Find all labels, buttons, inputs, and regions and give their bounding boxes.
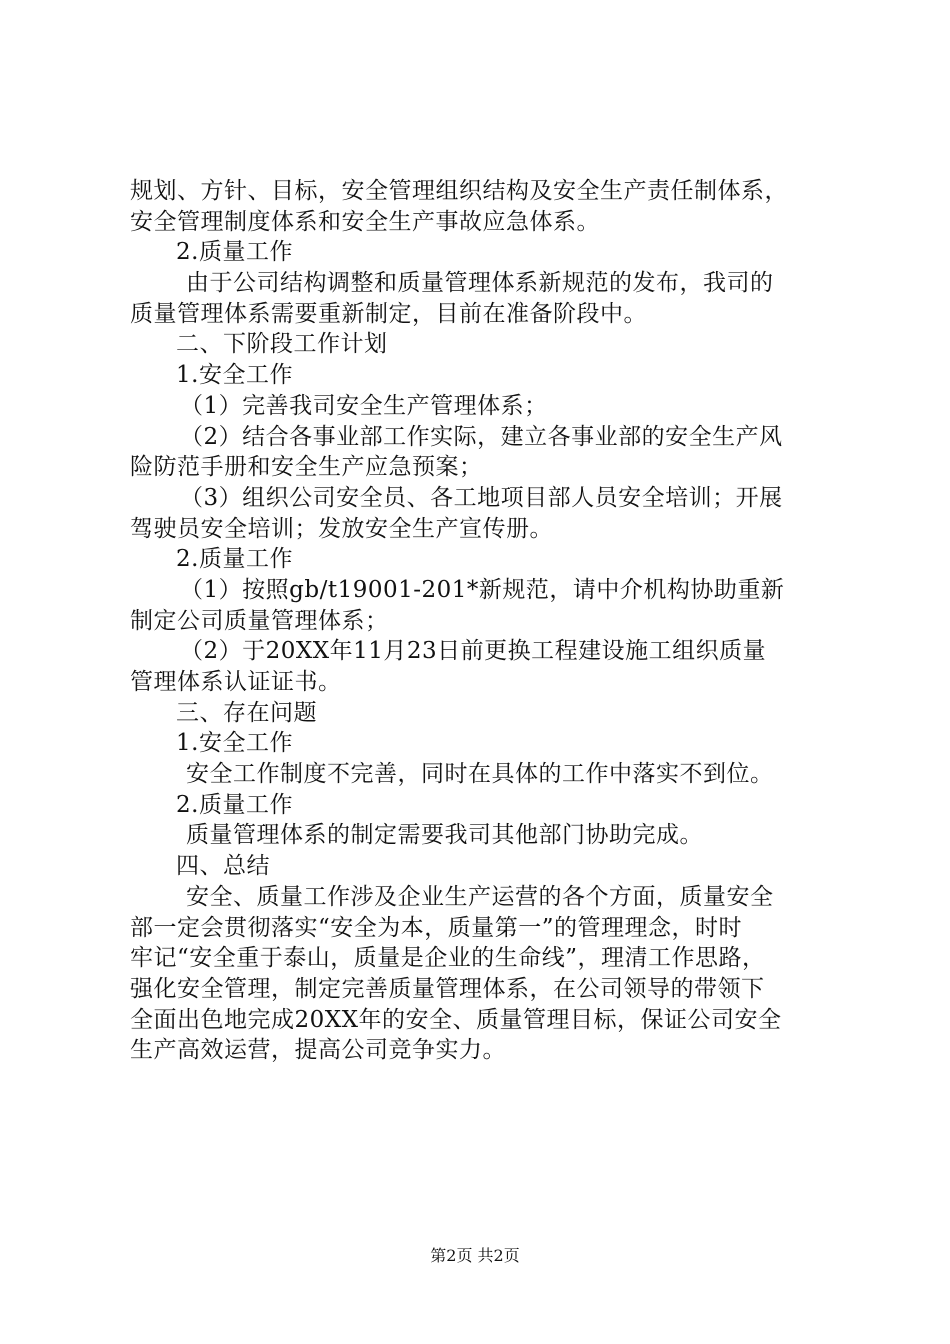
heading-next-plan: 二、下阶段工作计划 bbox=[176, 331, 388, 358]
heading-existing-problems: 三、存在问题 bbox=[176, 699, 317, 726]
document-body bbox=[130, 176, 830, 1066]
list-item-q1-cont: 制定公司质量管理体系； bbox=[130, 607, 389, 634]
list-item-2: （2）结合各事业部工作实际，建立各事业部的安全生产风 bbox=[180, 423, 783, 450]
subheading-quality-work: 2.质量工作 bbox=[176, 239, 293, 266]
summary-line-3: 牢记“安全重于泰山，质量是企业的生命线”，理清工作思路， bbox=[130, 945, 766, 972]
page-footer: 第2页 共2页 bbox=[430, 1246, 520, 1265]
list-item-1: （1）完善我司安全生产管理体系； bbox=[180, 392, 548, 419]
subheading-quality-work-3: 2.质量工作 bbox=[176, 791, 293, 818]
summary-line-1: 安全、质量工作涉及企业生产运营的各个方面，质量安全 bbox=[186, 883, 774, 910]
body-line-5: 质量管理体系需要重新制定，目前在准备阶段中。 bbox=[130, 300, 647, 327]
subheading-quality-work-2: 2.质量工作 bbox=[176, 546, 293, 573]
summary-line-6: 生产高效运营，提高公司竞争实力。 bbox=[130, 1037, 506, 1064]
body-line-1: 规划、方针、目标，安全管理组织结构及安全生产责任制体系， bbox=[130, 178, 788, 204]
body-line-2: 安全管理制度体系和安全生产事故应急体系。 bbox=[130, 208, 600, 235]
list-item-q1: （1）按照gb/t19001-201*新规范，请中介机构协助重新 bbox=[180, 576, 785, 603]
list-item-q2-cont: 管理体系认证证书。 bbox=[130, 669, 342, 695]
subheading-safety-work: 1.安全工作 bbox=[176, 362, 293, 389]
problem-quality: 质量管理体系的制定需要我司其他部门协助完成。 bbox=[186, 822, 703, 849]
summary-line-5: 全面出色地完成20XX年的安全、质量管理目标，保证公司安全 bbox=[130, 1006, 782, 1033]
heading-summary: 四、总结 bbox=[176, 853, 270, 880]
list-item-3: （3）组织公司安全员、各工地项目部人员安全培训；开展 bbox=[180, 484, 783, 511]
body-line-4: 由于公司结构调整和质量管理体系新规范的发布，我司的 bbox=[186, 270, 774, 297]
subheading-safety-work-2: 1.安全工作 bbox=[176, 730, 293, 757]
list-item-q2: （2）于20XX年11月23日前更换工程建设施工组织质量 bbox=[180, 638, 767, 665]
problem-safety: 安全工作制度不完善，同时在具体的工作中落实不到位。 bbox=[186, 761, 774, 788]
summary-line-2: 部一定会贯彻落实“安全为本，质量第一”的管理理念，时时 bbox=[130, 914, 743, 941]
list-item-2-cont: 险防范手册和安全生产应急预案； bbox=[130, 454, 483, 481]
summary-line-4: 强化安全管理，制定完善质量管理体系，在公司领导的带领下 bbox=[130, 975, 765, 1002]
list-item-3-cont: 驾驶员安全培训；发放安全生产宣传册。 bbox=[130, 515, 553, 542]
